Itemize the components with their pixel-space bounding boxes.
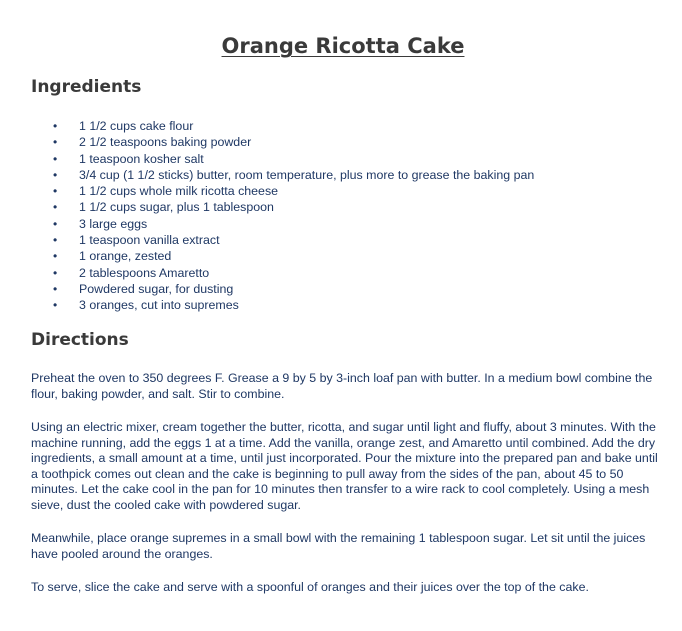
ingredients-heading: Ingredients [31,77,142,97]
bullet-icon: • [53,216,58,231]
direction-paragraph-4: To serve, slice the cake and serve with a spoonful of oranges and their juices over the top of the cake. [31,580,589,594]
bullet-icon: • [53,249,58,264]
ingredients-list [0,118,534,314]
ingredient-text: 1 teaspoon vanilla extract [79,233,220,248]
list-item [0,167,534,183]
directions-heading: Directions [31,330,129,350]
list-item [0,265,534,281]
list-item [0,199,534,215]
ingredient-text: 2 1/2 teaspoons baking powder [79,135,252,150]
bullet-icon: • [53,184,58,199]
ingredient-text: 3/4 cup (1 1/2 sticks) butter, room temperature, plus more to grease the baking pan [79,167,535,182]
ingredient-text: 1 teaspoon kosher salt [79,151,204,166]
bullet-icon: • [53,135,58,150]
bullet-icon: • [53,119,58,133]
list-item [0,151,534,167]
ingredient-text: 3 large eggs [79,216,148,231]
direction-paragraph-3: Meanwhile, place orange supremes in a small bowl with the remaining 1 tablespoon sugar. Let sit until the juices have pooled around the oranges. [31,531,646,561]
ingredient-text: 1 1/2 cups sugar, plus 1 tablespoon [79,200,274,215]
list-item [0,216,534,232]
ingredient-text: 1 1/2 cups cake flour [79,119,194,133]
bullet-icon: • [53,281,58,296]
bullet-icon: • [53,167,58,182]
ingredient-text: 3 oranges, cut into supremes [79,298,239,313]
page-title-text: Orange Ricotta Cake [221,34,465,58]
list-item [0,281,534,297]
list-item [0,134,534,150]
ingredient-text: 2 tablespoons Amaretto [79,265,210,280]
ingredient-text: 1 orange, zested [79,249,172,264]
direction-paragraph-2: Using an electric mixer, cream together the butter, ricotta, and sugar until light and fluffy, about 3 minutes. With the machine running, add the eggs 1 at a time. Add the vanilla, orange zest, and Amaretto until combined. Add the dry ingredients, a small amount at a time, until just incorporated. Pour the mixture into the prepared pan and bake until a toothpick comes out clean and the cake is beginning to pull away from the sides of the pan, about 45 to 50 minutes. Let the cake cool in the pan for 10 minutes then transfer to a wire rack to cool completely. Using a mesh sieve, dust the cooled cake with powdered sugar. [31,420,658,512]
ingredient-text: 1 1/2 cups whole milk ricotta cheese [79,184,279,199]
bullet-icon: • [53,298,58,313]
bullet-icon: • [53,151,58,166]
bullet-icon: • [53,200,58,215]
page-title [0,34,682,58]
bullet-icon: • [53,233,58,248]
list-item [0,248,534,264]
list-item [0,232,534,248]
bullet-icon: • [53,265,58,280]
list-item [0,183,534,199]
list-item [0,297,534,313]
list-item [0,118,534,134]
ingredient-text: Powdered sugar, for dusting [79,281,234,296]
direction-paragraph-1: Preheat the oven to 350 degrees F. Grease a 9 by 5 by 3-inch loaf pan with butter. In a medium bowl combine the flour, baking powder, and salt. Stir to combine. [31,371,653,401]
